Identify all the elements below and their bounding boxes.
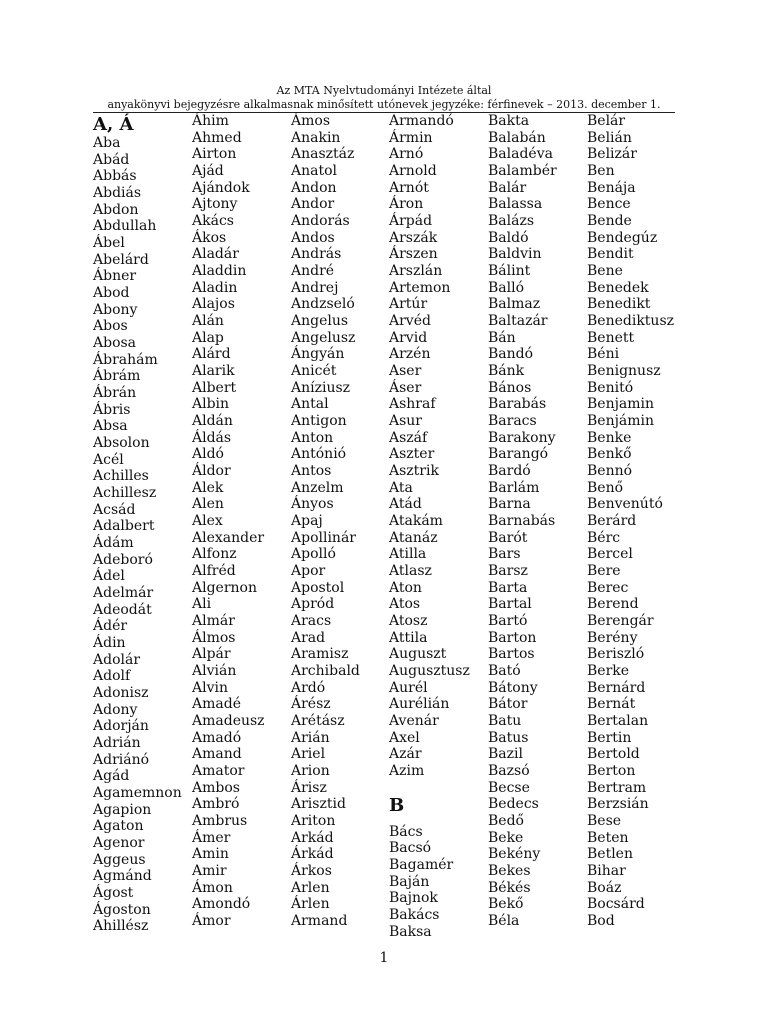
name-entry: Berton — [587, 763, 636, 780]
name-entry: Barangó — [488, 446, 549, 463]
name-entry: Balmaz — [488, 296, 541, 313]
name-entry: Beke — [488, 829, 524, 846]
name-entry: Barabás — [488, 396, 547, 413]
name-entry: Árisz — [291, 779, 327, 796]
name-entry: Alárd — [192, 346, 231, 363]
name-entry: Arnold — [389, 163, 437, 179]
name-entry: Aser — [389, 363, 422, 380]
name-entry: Beten — [587, 829, 629, 846]
name-entry: Áldás — [192, 429, 232, 446]
name-entry: Békés — [488, 879, 531, 896]
name-entry: Andorás — [291, 213, 350, 230]
name-entry: András — [291, 246, 342, 263]
name-entry: Bedő — [488, 813, 524, 830]
name-entry: Adrián — [93, 735, 141, 752]
name-entry: Ábris — [93, 401, 131, 418]
name-entry: Bartos — [488, 646, 535, 663]
name-entry: Aton — [389, 579, 422, 596]
name-entry: Alarik — [192, 363, 235, 380]
name-entry: Bajnok — [389, 890, 438, 907]
name-entry: Berzsián — [587, 796, 649, 813]
name-entry: Bandó — [488, 346, 534, 363]
name-entry: Amadé — [192, 696, 241, 713]
name-entry: Bátony — [488, 679, 538, 696]
name-entry: Ahmed — [192, 129, 242, 146]
name-entry: Árkád — [291, 846, 334, 863]
page-number: 1 — [379, 950, 389, 966]
name-entry: Arvéd — [389, 313, 431, 330]
name-entry: Avenár — [389, 713, 439, 730]
name-entry: Arián — [291, 729, 330, 746]
name-entry: Adeboró — [93, 551, 153, 568]
name-entry: Benitó — [587, 379, 634, 396]
name-entry: Aszter — [389, 446, 435, 463]
name-entry: Ádin — [93, 635, 126, 652]
name-entry: Alvián — [192, 663, 237, 680]
name-entry: Ardó — [291, 679, 326, 696]
name-entry: Amondó — [192, 896, 251, 913]
name-entry: Anakin — [291, 129, 341, 146]
name-entry: Ábrám — [93, 368, 141, 385]
name-entry: Ambos — [192, 779, 240, 796]
name-entry: Bánk — [488, 363, 525, 380]
name-entry: Alex — [192, 513, 223, 530]
name-entry: Benedikt — [587, 296, 651, 313]
name-entry: Bene — [587, 263, 623, 280]
name-entry: Akács — [192, 213, 234, 230]
name-entry: Balázs — [488, 213, 535, 230]
name-entry: Berárd — [587, 513, 637, 530]
name-entry: Aurél — [389, 679, 428, 696]
name-entry: Absolon — [93, 435, 150, 452]
name-entry: Ángyán — [291, 346, 345, 363]
name-entry: Baltazár — [488, 313, 548, 330]
name-entry: Árpád — [389, 213, 433, 230]
name-entry: Balassa — [488, 196, 543, 213]
name-entry: Abád — [93, 151, 130, 168]
name-entry: Auguszt — [389, 646, 447, 663]
name-entry: Bocsárd — [587, 896, 645, 913]
name-entry: Anton — [291, 429, 334, 446]
name-entry: Bertalan — [587, 713, 649, 730]
name-entry: Batu — [488, 713, 522, 730]
name-entry: Betlen — [587, 846, 633, 863]
name-entry: Áldor — [192, 463, 231, 480]
name-entry: Atád — [389, 496, 422, 513]
name-entry: Anatol — [291, 163, 338, 179]
name-entry: Amadó — [192, 729, 242, 746]
name-entry: Ben — [587, 163, 615, 179]
name-entry: Berény — [587, 629, 638, 646]
name-entry: Baladéva — [488, 146, 553, 163]
name-entry: Ármin — [389, 129, 433, 146]
section-heading: B — [389, 794, 405, 816]
name-entry: Bendit — [587, 246, 634, 263]
name-entry: Belizár — [587, 146, 637, 163]
name-entry: Airton — [192, 146, 237, 163]
name-entry: Baldvin — [488, 246, 542, 263]
name-entry: Agmánd — [93, 868, 152, 885]
name-entry: Arion — [291, 763, 330, 780]
name-entry: Alán — [192, 313, 224, 330]
name-entry: Apolló — [291, 546, 336, 563]
name-entry: Árlen — [291, 896, 330, 913]
name-entry: Albin — [192, 396, 230, 413]
name-entry: Benája — [587, 179, 636, 196]
name-entry: Almár — [192, 613, 235, 630]
name-entry: Bardó — [488, 463, 531, 480]
name-entry: Antónió — [291, 446, 347, 463]
name-entry: Bagamér — [389, 857, 454, 874]
name-entry: Achillesz — [93, 485, 157, 502]
name-entry: Bernárd — [587, 679, 646, 696]
name-entry: Bod — [587, 913, 615, 930]
name-entry: Baldó — [488, 229, 529, 246]
name-entry: Aldán — [192, 413, 233, 430]
name-entry: Berke — [587, 663, 630, 680]
name-entry: Antal — [291, 396, 329, 413]
name-entry: Berengár — [587, 613, 654, 630]
name-entry: Aba — [93, 135, 121, 151]
name-entry: Bazsó — [488, 763, 530, 780]
name-entry: Baján — [389, 873, 430, 890]
name-entry: Agenor — [93, 835, 145, 852]
name-entry: Aladdin — [192, 263, 247, 280]
name-entry: Armand — [291, 913, 348, 930]
name-entry: Bertram — [587, 779, 647, 796]
name-entry: Bazil — [488, 746, 523, 763]
name-entry: Adonisz — [93, 685, 149, 702]
name-entry: Artúr — [389, 296, 428, 313]
name-entry: Alap — [192, 329, 224, 346]
name-entry: Acél — [93, 451, 124, 468]
name-entry: Azár — [389, 746, 422, 763]
name-entry: Ádér — [93, 618, 128, 635]
name-entry: Adolf — [93, 668, 131, 685]
name-entry: Bán — [488, 329, 516, 346]
name-entry: Barton — [488, 629, 537, 646]
name-entry: Amand — [192, 746, 242, 763]
name-entry: Abony — [93, 301, 138, 318]
name-entry: Arnót — [389, 179, 429, 196]
name-entry: Agamemnon — [93, 785, 182, 802]
name-entry: Apród — [291, 596, 335, 613]
document-title: Az MTA Nyelvtudományi Intézete által — [276, 84, 492, 97]
name-entry: Andos — [291, 229, 335, 246]
name-entry: Barakony — [488, 429, 556, 446]
name-entry: Alek — [192, 479, 224, 496]
name-entry: Bernát — [587, 696, 636, 713]
name-entry: Archibald — [291, 663, 360, 680]
name-entry: Adeodát — [93, 601, 152, 618]
name-entry: Áron — [389, 196, 424, 213]
name-entry: Apostol — [291, 579, 345, 596]
name-entry: Arzén — [389, 346, 431, 363]
name-entry: Alpár — [192, 646, 231, 663]
name-entry: Antos — [291, 463, 332, 480]
name-entry: Ashraf — [389, 396, 436, 413]
name-entry: Amir — [192, 863, 227, 880]
name-entry: Bekes — [488, 863, 531, 880]
name-entry: Bence — [587, 196, 631, 213]
name-entry: Andor — [291, 196, 335, 213]
name-entry: Andzseló — [291, 296, 355, 313]
name-entry: Abdon — [93, 201, 139, 218]
name-entry: Bekény — [488, 846, 541, 863]
name-entry: Ámos — [291, 113, 330, 129]
name-entry: Ariel — [291, 746, 326, 763]
name-entry: Arnó — [389, 146, 424, 163]
name-entry: Baksa — [389, 923, 432, 940]
name-entry: Ámor — [192, 913, 231, 930]
name-entry: Bakta — [488, 113, 530, 129]
name-entry: Attila — [389, 629, 428, 646]
name-entry: Ákos — [192, 229, 227, 246]
name-entry: Agaton — [93, 818, 144, 835]
name-entry: Apaj — [291, 513, 323, 530]
name-entry: Arkád — [291, 829, 334, 846]
name-entry: Bertold — [587, 746, 640, 763]
name-entry: Amator — [192, 763, 245, 780]
name-entry: Béni — [587, 346, 620, 363]
name-entry: Arad — [291, 629, 326, 646]
name-entry: Arszák — [389, 229, 438, 246]
name-entry: Benjamin — [587, 396, 655, 413]
name-entry: Árkos — [291, 863, 332, 880]
name-entry: Abbás — [93, 168, 137, 185]
name-entry: Absa — [93, 418, 128, 435]
name-entry: Barna — [488, 496, 531, 513]
name-entry: Arvid — [389, 329, 428, 346]
name-entry: Bános — [488, 379, 532, 396]
name-entry: Bartal — [488, 596, 532, 613]
name-entry: Apollinár — [291, 529, 356, 546]
name-entry: Bátor — [488, 696, 528, 713]
name-entry: Ajándok — [192, 179, 250, 196]
name-entry: Angelus — [291, 313, 349, 330]
name-entry: Aurélián — [389, 696, 450, 713]
name-entry: Abdullah — [93, 218, 157, 235]
name-entry: Barnabás — [488, 513, 556, 530]
name-entry: Ambrus — [192, 813, 248, 830]
name-entry: Barta — [488, 579, 528, 596]
name-entry: Ányos — [291, 496, 334, 513]
name-entry: Beriszló — [587, 646, 645, 663]
name-entry: Adorján — [93, 718, 149, 735]
name-entry: Benkő — [587, 446, 632, 463]
name-entry: Bakács — [389, 907, 440, 924]
name-entry: Alfréd — [192, 563, 236, 580]
name-entry: Barsz — [488, 563, 528, 580]
name-entry: Benvenútó — [587, 496, 663, 513]
name-entry: Bató — [488, 663, 521, 680]
name-entry: Bacsó — [389, 840, 432, 857]
name-entry: Bars — [488, 546, 521, 563]
name-entry: Benignusz — [587, 363, 661, 380]
name-entry: Atos — [389, 596, 421, 613]
name-entry: Aracs — [291, 613, 332, 630]
name-entry: Belár — [587, 113, 626, 129]
name-entry: Balár — [488, 179, 527, 196]
name-entry: Bertin — [587, 729, 632, 746]
name-entry: Asztrik — [389, 463, 439, 480]
name-entry: Bács — [389, 823, 423, 840]
name-entry: Atakám — [389, 513, 443, 530]
name-entry: Andrej — [291, 279, 339, 296]
name-entry: Bálint — [488, 263, 531, 280]
name-entry: Béla — [488, 913, 520, 930]
name-entry: Alfonz — [192, 546, 237, 563]
name-entry: Ágost — [93, 885, 134, 902]
name-entry: Azim — [389, 763, 425, 780]
name-entry: Bekő — [488, 896, 524, 913]
name-entry: Bende — [587, 213, 632, 230]
name-entry: Berend — [587, 596, 639, 613]
name-entry: Balabán — [488, 129, 546, 146]
name-entry: Antigon — [291, 413, 347, 430]
name-entry: Ábel — [93, 235, 125, 252]
name-entry: Bennó — [587, 463, 633, 480]
name-entry: Aladin — [192, 279, 238, 296]
name-entry: Atanáz — [389, 529, 438, 546]
name-entry: Amin — [192, 846, 229, 863]
section-heading: A, Á — [93, 114, 134, 135]
name-entry: Benke — [587, 429, 632, 446]
name-entry: Bendegúz — [587, 229, 658, 246]
name-entry: Belián — [587, 129, 632, 146]
name-entry: Aladár — [192, 246, 239, 263]
name-entry: Abelárd — [93, 251, 149, 268]
name-entry: Adony — [93, 701, 138, 718]
name-entry: Adriánó — [93, 751, 150, 768]
name-entry: Bérc — [587, 529, 621, 546]
name-entry: Balló — [488, 279, 525, 296]
name-entry: Albert — [192, 379, 237, 396]
name-entry: Agapion — [93, 801, 152, 818]
name-entry: Balambér — [488, 163, 557, 179]
name-entry: Alen — [192, 496, 224, 513]
name-entry: Ahillész — [93, 918, 149, 935]
name-entry: Aníziusz — [291, 379, 351, 396]
name-entry: Axel — [389, 729, 420, 746]
name-entry: Ágoston — [93, 901, 151, 918]
name-entry: Berec — [587, 579, 629, 596]
name-entry: Becse — [488, 779, 530, 796]
name-entry: André — [291, 263, 335, 280]
name-entry: Ata — [389, 479, 413, 496]
name-entry: Árész — [291, 696, 331, 713]
name-entry: Apor — [291, 563, 326, 580]
name-entry: Abosa — [93, 335, 137, 352]
name-entry: Árszen — [389, 246, 438, 263]
name-entry: Anicét — [291, 363, 337, 380]
name-entry: Anzelm — [291, 479, 344, 496]
name-entry: Abos — [93, 318, 128, 335]
name-entry: Artemon — [389, 279, 451, 296]
name-entry: Atosz — [389, 613, 428, 630]
name-entry: Bere — [587, 563, 621, 580]
name-entry: Áhim — [192, 113, 229, 129]
name-entry: Benediktusz — [587, 313, 675, 330]
name-entry: Aldó — [192, 446, 224, 463]
name-entry: Ámer — [192, 829, 231, 846]
name-entry: Armandó — [389, 113, 454, 129]
name-entry: Bihar — [587, 863, 626, 880]
name-entry: Ábner — [93, 268, 137, 285]
name-entry: Barlám — [488, 479, 540, 496]
name-entry: Andon — [291, 179, 337, 196]
name-entry: Ámon — [192, 879, 233, 896]
document-subtitle: anyakönyvi bejegyzésre alkalmasnak minősített utónevek jegyzéke: férfinevek – 2013. december 1. — [107, 98, 661, 111]
name-entry: Ábrahám — [93, 351, 158, 368]
name-entry: Benedek — [587, 279, 649, 296]
name-entry: Ajtony — [192, 196, 238, 213]
name-entry: Barót — [488, 529, 528, 546]
name-entry: Boáz — [587, 879, 622, 896]
name-entry: Ariton — [291, 813, 336, 830]
name-entry: Benő — [587, 479, 624, 496]
name-entry: Abdiás — [93, 185, 142, 201]
name-entry: Angelusz — [291, 329, 356, 346]
name-entry: Ali — [192, 596, 212, 613]
name-entry: Achilles — [93, 468, 149, 485]
name-entry: Ábrán — [93, 385, 137, 402]
name-entry: Arlen — [291, 879, 330, 896]
name-entry: Atlasz — [389, 563, 432, 580]
name-entry: Aramisz — [291, 646, 349, 663]
name-entry: Arisztid — [291, 796, 346, 813]
name-entry: Asur — [389, 413, 423, 430]
name-entry: Bercel — [587, 546, 633, 563]
name-entry: Augusztusz — [389, 663, 470, 680]
name-entry: Algernon — [192, 579, 257, 596]
name-entry: Arétász — [291, 713, 345, 730]
name-entry: Arszlán — [389, 263, 443, 280]
name-entry: Álmos — [192, 629, 236, 646]
name-entry: Baracs — [488, 413, 537, 430]
name-entry: Adalbert — [93, 518, 155, 535]
name-entry: Batus — [488, 729, 529, 746]
name-entry: Ambró — [192, 796, 240, 813]
name-entry: Ajád — [192, 163, 224, 179]
name-entry: Ádel — [93, 568, 125, 585]
name-entry: Benjámin — [587, 413, 655, 430]
name-entry: Alvin — [192, 679, 228, 696]
name-entry: Agád — [93, 768, 130, 785]
name-entry: Benett — [587, 329, 635, 346]
name-entry: Acsád — [93, 501, 136, 518]
name-entry: Adolár — [93, 651, 141, 668]
name-entry: Aggeus — [93, 851, 146, 868]
name-entry: Alexander — [192, 529, 265, 546]
name-entry: Amadeusz — [192, 713, 265, 730]
name-entry: Anasztáz — [291, 146, 355, 163]
name-entry: Áser — [389, 379, 422, 396]
name-entry: Bedecs — [488, 796, 539, 813]
name-entry: Aszáf — [389, 429, 428, 446]
name-entry: Abod — [93, 285, 130, 302]
name-entry: Alajos — [192, 296, 235, 313]
name-entry: Bese — [587, 813, 622, 830]
name-entry: Adelmár — [93, 585, 154, 602]
name-entry: Ádám — [93, 535, 134, 552]
name-entry: Bartó — [488, 613, 528, 630]
name-entry: Atilla — [389, 546, 427, 563]
